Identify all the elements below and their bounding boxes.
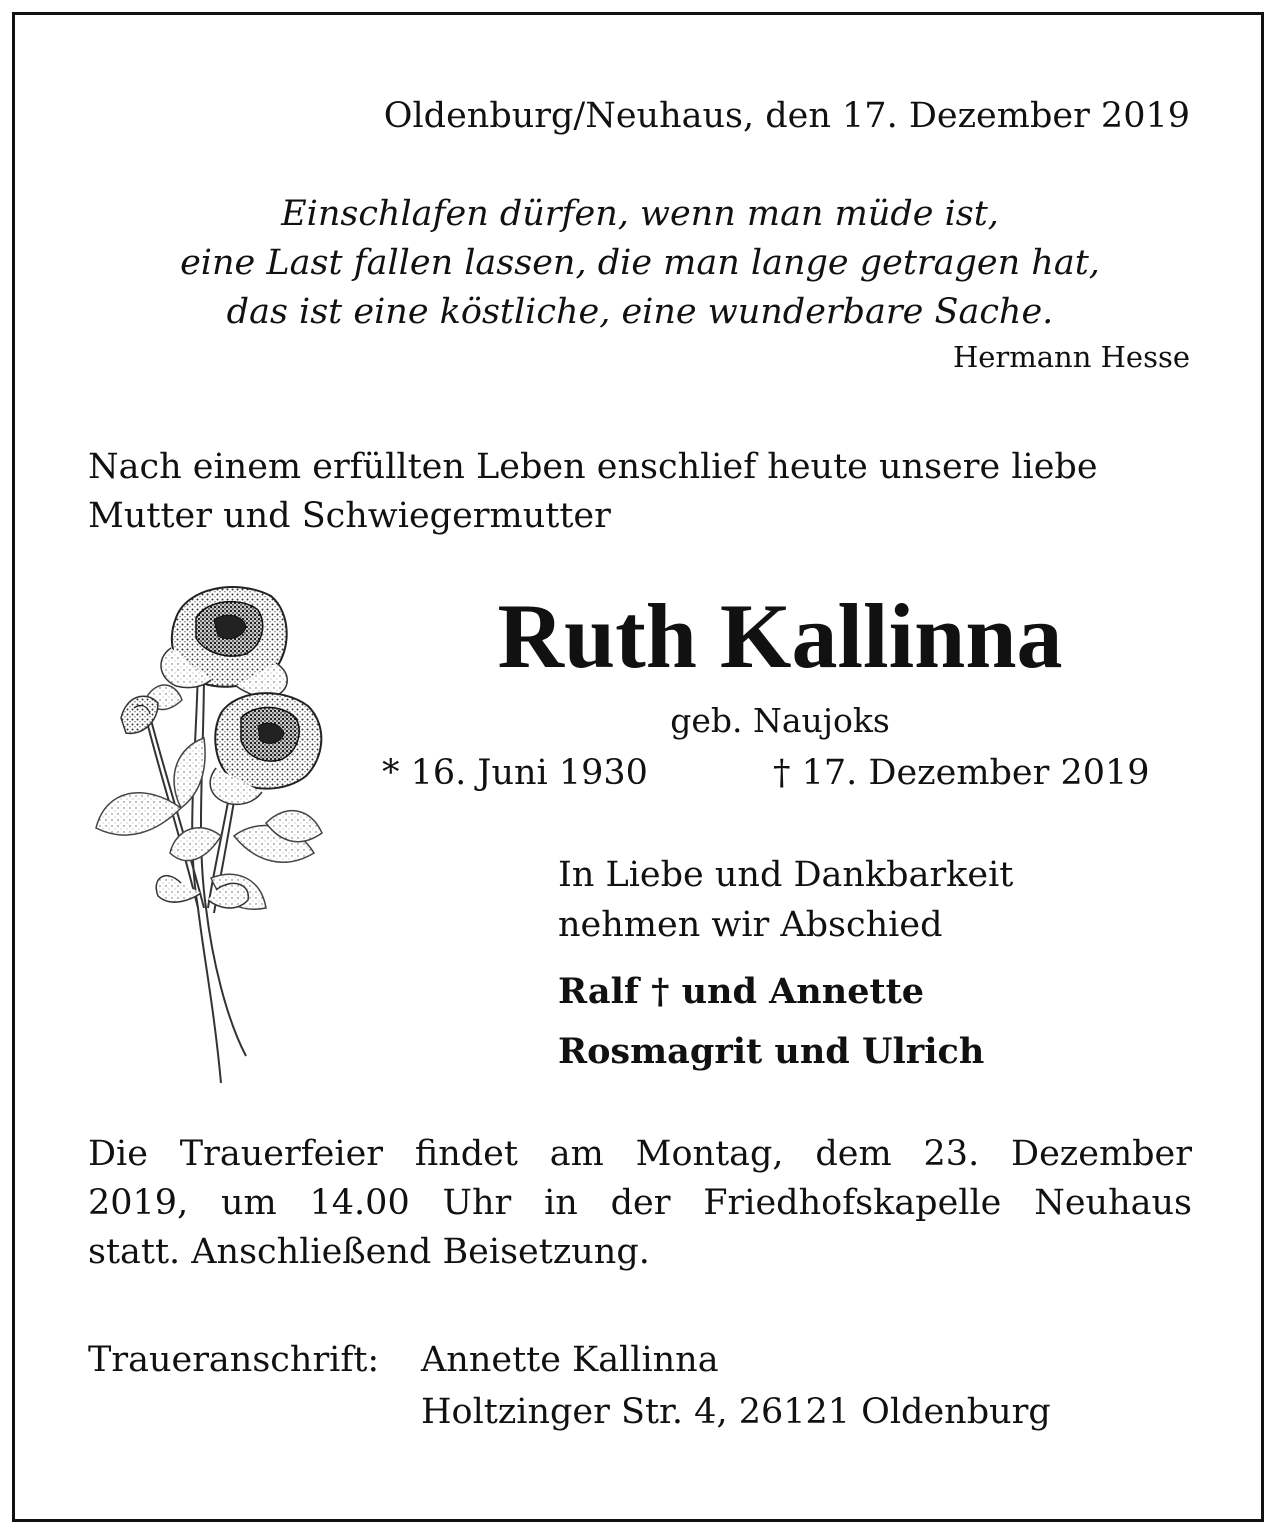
ceremony-line: 2019, um 14.00 Uhr in der Friedhofskapelle Neuhaus: [88, 1183, 1192, 1223]
poem-line: eine Last fallen lassen, die man lange getragen hat,: [180, 243, 1100, 283]
intro-line: Mutter und Schwiegermutter: [88, 496, 611, 536]
farewell-line: nehmen wir Abschied: [558, 905, 943, 945]
poem-line: Einschlafen dürfen, wenn man müde ist,: [281, 194, 999, 234]
poem-line: das ist eine köstliche, eine wunderbare Sache.: [226, 292, 1054, 332]
address-street: Holtzinger Str. 4, 26121 Oldenburg: [421, 1392, 1051, 1432]
intro-line: Nach einem erfüllten Leben enschlief heute unsere liebe: [88, 447, 1098, 487]
rose-icon: [86, 578, 330, 1092]
maiden-name: geb. Naujoks: [670, 701, 890, 740]
family-line: Rosmagrit und Ulrich: [558, 1031, 985, 1072]
family-line: Ralf † und Annette: [558, 971, 925, 1012]
ceremony-line: Die Trauerfeier findet am Montag, dem 23. Dezember: [88, 1134, 1192, 1174]
intro-text: [88, 443, 1192, 541]
address-label: Traueranschrift:: [88, 1340, 380, 1380]
address-name: Annette Kallinna: [421, 1340, 719, 1380]
farewell-text: [558, 850, 1013, 950]
family-names: [558, 962, 984, 1082]
place-date: Oldenburg/Neuhaus, den 17. Dezember 2019: [383, 96, 1190, 136]
poem-author: Hermann Hesse: [952, 340, 1190, 374]
poem: [88, 190, 1192, 337]
birth-date: * 16. Juni 1930: [382, 753, 648, 793]
death-date: † 17. Dezember 2019: [773, 753, 1150, 793]
ceremony-text: [88, 1130, 1192, 1277]
ceremony-line: statt. Anschließend Beisetzung.: [88, 1232, 650, 1272]
farewell-line: In Liebe und Dankbarkeit: [558, 855, 1014, 895]
deceased-name: Ruth Kallinna: [497, 585, 1063, 687]
